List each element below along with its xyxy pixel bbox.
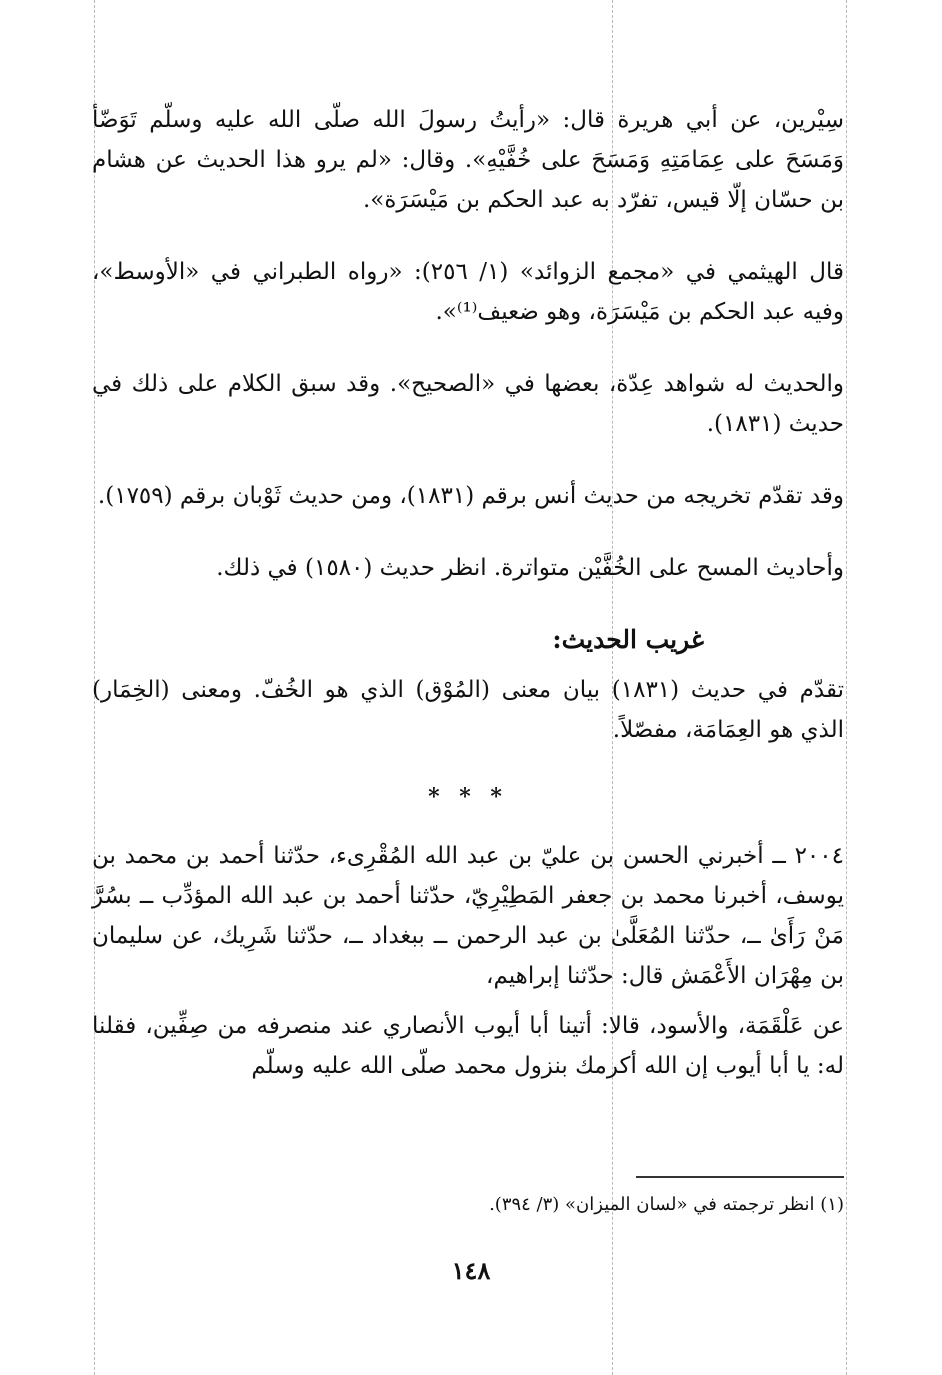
- hadith-continuation: عن عَلْقَمَة، والأسود، قالا: أتينا أبا أيوب الأنصاري عند منصرفه من صِفِّين، فقلنا له: يا أبا أيوب إن الله أكرمك بنزول محمد صلّى الله عليه وسلّم: [92, 1013, 844, 1079]
- paragraph-3: والحديث له شواهد عِدّة، بعضها في «الصحيح». وقد سبق الكلام على ذلك في حديث (١٨٣١).: [92, 371, 844, 437]
- page-number: ١٤٨: [451, 1256, 491, 1285]
- paragraph-1: سِيْرين، عن أبي هريرة قال: «رأيتُ رسولَ الله صلّى الله عليه وسلّم تَوَضّأ وَمَسَحَ على عِمَامَتِهِ وَمَسَحَ على خُفَّيْهِ». وقال: «لم يرو هذا الحديث عن هشام بن حسّان إلّا قيس، تفرّد به عبد الحكم بن مَيْسَرَة».: [92, 107, 844, 213]
- section-heading: غريب الحديث:: [552, 625, 704, 654]
- page-body: [92, 100, 844, 1096]
- scan-guide-line: [846, 0, 847, 1375]
- paragraph-4: وقد تقدّم تخريجه من حديث أنس برقم (١٨٣١)، ومن حديث ثَوْبان برقم (١٧٥٩).: [97, 483, 844, 509]
- separator-stars: * * *: [428, 784, 508, 810]
- footnote: (١) انظر ترجمته في «لسان الميزان» (٣/ ٣٩٤).: [489, 1194, 844, 1215]
- hadith-paragraph: ٢٠٠٤ ــ أخبرني الحسن بن عليّ بن عبد الله المُقْرِىء، حدّثنا أحمد بن محمد بن يوسف، أخبرنا محمد بن جعفر المَطِيْرِيّ، حدّثنا أحمد بن عبد الله المؤدِّب ــ بسُرَّ مَنْ رَأَىٰ ــ، حدّثنا المُعَلَّىٰ بن عبد الرحمن ــ ببغداد ــ، حدّثنا شَرِيك، عن سليمان بن مِهْرَان الأَعْمَش قال: حدّثنا إبراهيم،: [92, 843, 844, 989]
- gharib-paragraph: تقدّم في حديث (١٨٣١) بيان معنى (المُوْق) الذي هو الخُفّ. ومعنى (الخِمَار) الذي هو العِمَامَة، مفصّلاً.: [92, 677, 844, 743]
- footnote-divider: [636, 1176, 844, 1178]
- paragraph-5: وأحاديث المسح على الخُفَّيْن متواترة. انظر حديث (١٥٨٠) في ذلك.: [216, 555, 844, 581]
- paragraph-2: قال الهيثمي في «مجمع الزوائد» (١/ ٢٥٦): «رواه الطبراني في «الأوسط»، وفيه عبد الحكم بن مَيْسَرَة، وهو ضعيف⁽¹⁾».: [92, 259, 845, 325]
